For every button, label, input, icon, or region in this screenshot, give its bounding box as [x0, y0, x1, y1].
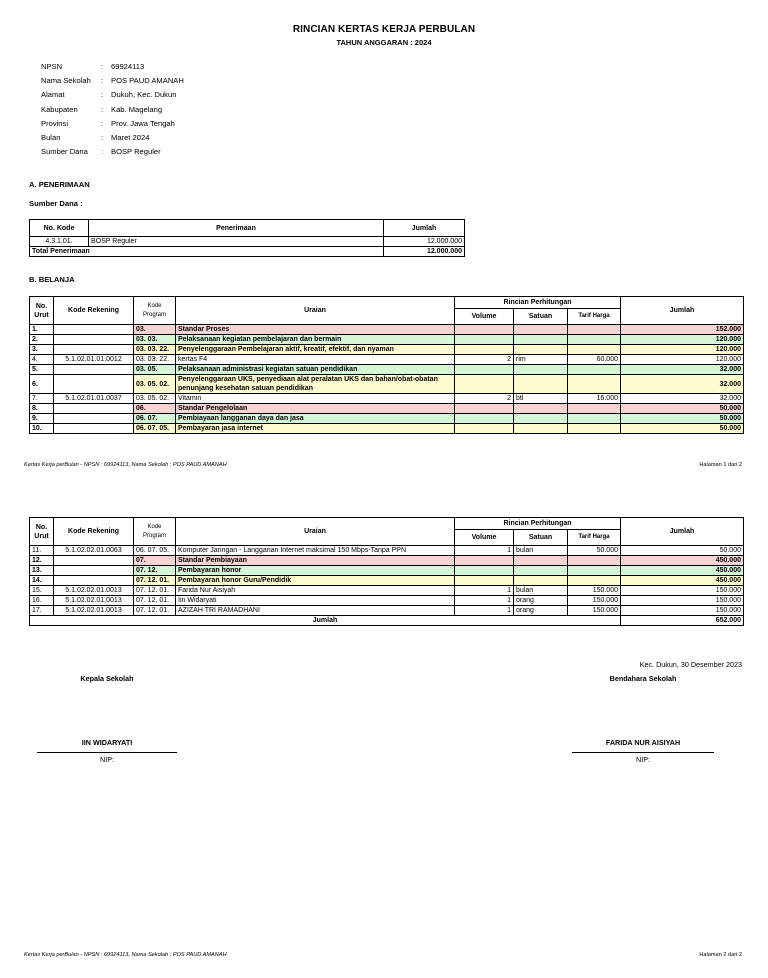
school-info — [41, 62, 184, 161]
cell-volume — [455, 414, 514, 424]
cell-tarif: 50.000 — [568, 546, 621, 556]
cell-satuan — [514, 325, 568, 335]
col-no-urut: No. Urut — [30, 297, 54, 325]
cell-jumlah: 50.000 — [621, 424, 744, 434]
col-tarif: Tarif Harga — [568, 309, 621, 325]
info-value: 69924113 — [111, 62, 145, 71]
cell-uraian: Standar Proses — [176, 325, 455, 335]
cell-satuan: bulan — [514, 546, 568, 556]
cell-no: 4. — [30, 355, 54, 365]
cell-tarif — [568, 566, 621, 576]
cell-satuan: orang — [514, 596, 568, 606]
info-value: Prov. Jawa Tengah — [111, 118, 175, 128]
cell-jumlah: 450.000 — [621, 576, 744, 586]
cell-volume — [455, 566, 514, 576]
col-jumlah: Jumlah — [384, 220, 465, 237]
cell-tarif: 150.000 — [568, 586, 621, 596]
col-no-kode: No. Kode — [30, 220, 89, 237]
cell-volume — [455, 375, 514, 394]
cell-kode: 07. 12. — [134, 566, 176, 576]
info-value: Maret 2024 — [111, 132, 150, 142]
belanja-table-page2 — [29, 517, 744, 626]
cell-satuan: orang — [514, 606, 568, 616]
cell-kode: 07. 12. 01. — [134, 606, 176, 616]
cell-tarif — [568, 335, 621, 345]
cell-jumlah: 12.000.000 — [384, 237, 465, 247]
cell-no: 2. — [30, 335, 54, 345]
cell-rekening — [54, 566, 134, 576]
cell-satuan — [514, 576, 568, 586]
cell-penerimaan: BOSP Reguler — [89, 237, 384, 247]
cell-no: 13. — [30, 566, 54, 576]
info-row — [41, 133, 184, 147]
info-value: Dukuh, Kec. Dukun — [111, 90, 177, 100]
cell-satuan — [514, 404, 568, 414]
info-value: BOSP Reguler — [111, 147, 161, 157]
table-row — [30, 355, 744, 365]
info-row — [41, 90, 184, 104]
cell-rekening: 5.1.02.02.01.0013 — [54, 596, 134, 606]
total-row — [30, 247, 465, 257]
cell-no: 16. — [30, 596, 54, 606]
cell-tarif — [568, 414, 621, 424]
cell-kode: 03. 03. 22. — [134, 345, 176, 355]
cell-rekening — [54, 576, 134, 586]
col-tarif: Tarif Harga — [568, 530, 621, 546]
table-row — [30, 335, 744, 345]
cell-kode: 06. 07. 05. — [134, 546, 176, 556]
cell-no: 5. — [30, 365, 54, 375]
cell-tarif — [568, 375, 621, 394]
cell-uraian: Penyelenggaraan Pembelajaran aktif, kreatif, efektif, dan nyaman — [176, 345, 455, 355]
cell-volume: 2 — [455, 355, 514, 365]
info-colon: : — [101, 132, 104, 142]
cell-rekening — [54, 365, 134, 375]
footer-page: Halaman 2 dari 2 — [699, 952, 742, 958]
cell-rekening: 5.1.02.02.01.0013 — [54, 586, 134, 596]
cell-uraian: Pembayaran honor — [176, 566, 455, 576]
belanja-table-page1 — [29, 296, 744, 434]
cell-jumlah: 450.000 — [621, 556, 744, 566]
cell-satuan: rim — [514, 355, 568, 365]
cell-no: 9. — [30, 414, 54, 424]
cell-rekening — [54, 375, 134, 394]
cell-uraian: Standar Pembiayaan — [176, 556, 455, 566]
info-colon: : — [101, 62, 104, 71]
cell-volume — [455, 345, 514, 355]
cell-no: 8. — [30, 404, 54, 414]
page-title: RINCIAN KERTAS KERJA PERBULAN — [292, 24, 476, 35]
info-label: Sumber Dana — [41, 147, 88, 157]
info-row — [41, 76, 184, 90]
cell-tarif — [568, 556, 621, 566]
cell-rekening — [54, 325, 134, 335]
info-colon: : — [101, 104, 104, 114]
cell-kode: 07. 12. 01. — [134, 586, 176, 596]
section-penerimaan-title: A. PENERIMAAN — [29, 180, 90, 189]
cell-kode: 03. — [134, 325, 176, 335]
cell-no: 11. — [30, 546, 54, 556]
table-row — [30, 404, 744, 414]
cell-uraian: Pembiayaan langganan daya dan jasa — [176, 414, 455, 424]
info-label: Nama Sekolah — [41, 76, 91, 86]
cell-no: 6. — [30, 375, 54, 394]
cell-satuan: bulan — [514, 586, 568, 596]
cell-rekening — [54, 414, 134, 424]
cell-rekening: 5.1.02.02.01.0063 — [54, 546, 134, 556]
cell-kode: 07. 12. 01. — [134, 576, 176, 586]
info-label: NPSN — [41, 62, 63, 71]
footer-text: Kertas Kerja perBulan - NPSN : 69924113, Nama Sekolah : POS PAUD AMANAH — [24, 462, 227, 468]
cell-tarif — [568, 404, 621, 414]
info-row — [41, 62, 184, 76]
right-signature-line — [572, 752, 714, 753]
cell-jumlah: 450.000 — [621, 566, 744, 576]
table-row — [30, 345, 744, 355]
table-row — [30, 566, 744, 576]
cell-no: 10. — [30, 424, 54, 434]
cell-tarif: 16.000 — [568, 394, 621, 404]
total-label: Total Penerimaan — [30, 247, 384, 257]
cell-tarif: 60.000 — [568, 355, 621, 365]
info-value: POS PAUD AMANAH — [111, 76, 184, 86]
cell-tarif — [568, 325, 621, 335]
cell-volume — [455, 335, 514, 345]
cell-uraian: Standar Pengelolaan — [176, 404, 455, 414]
cell-volume: 1 — [455, 546, 514, 556]
cell-kode: 03. 05. 02. — [134, 375, 176, 394]
left-nip: NIP: — [100, 755, 114, 764]
cell-uraian: Pembayaran jasa internet — [176, 424, 455, 434]
col-jumlah: Jumlah — [621, 297, 744, 325]
cell-volume: 1 — [455, 596, 514, 606]
cell-uraian: Pembayaran honor Guru/Pendidik — [176, 576, 455, 586]
info-row — [41, 105, 184, 119]
footer-page: Halaman 1 dari 2 — [699, 462, 742, 468]
cell-kode: 06. — [134, 404, 176, 414]
cell-volume — [455, 325, 514, 335]
col-volume: Volume — [455, 309, 514, 325]
cell-tarif: 150.000 — [568, 596, 621, 606]
col-kode-rekening: Kode Rekening — [54, 297, 134, 325]
col-satuan: Satuan — [514, 309, 568, 325]
info-label: Bulan — [41, 132, 61, 142]
cell-rekening: 5.1.02.01.01.0012 — [54, 355, 134, 365]
cell-satuan — [514, 335, 568, 345]
cell-kode: 4.3.1.01. — [30, 237, 89, 247]
info-row — [41, 119, 184, 133]
table-row — [30, 596, 744, 606]
col-no-urut: No. Urut — [30, 518, 54, 546]
cell-jumlah: 50.000 — [621, 414, 744, 424]
cell-kode: 03. 03. — [134, 335, 176, 345]
cell-satuan — [514, 414, 568, 424]
table-row — [30, 556, 744, 566]
cell-uraian: Pelaksanaan administrasi kegiatan satuan pendidikan — [176, 365, 455, 375]
cell-volume — [455, 424, 514, 434]
cell-satuan: btl — [514, 394, 568, 404]
cell-jumlah: 152.000 — [621, 325, 744, 335]
right-name: FARIDA NUR AISIYAH — [605, 738, 681, 747]
cell-kode: 03. 05. 02. — [134, 394, 176, 404]
info-colon: : — [101, 90, 104, 100]
cell-rekening — [54, 424, 134, 434]
cell-satuan — [514, 566, 568, 576]
cell-uraian: Pelaksanaan kegiatan pembelajaran dan bermain — [176, 335, 455, 345]
col-rincian: Rincian Perhitungan — [455, 518, 621, 530]
table-row — [30, 606, 744, 616]
cell-satuan — [514, 424, 568, 434]
cell-uraian: Komputer Jaringan - Langganan Internet maksimal 150 Mbps-Tanpa PPN — [176, 546, 455, 556]
col-penerimaan: Penerimaan — [89, 220, 384, 237]
total-row — [30, 616, 744, 626]
info-colon: : — [101, 76, 104, 86]
page-subtitle: TAHUN ANGGARAN : 2024 — [336, 38, 432, 47]
cell-satuan — [514, 345, 568, 355]
table-row — [30, 394, 744, 404]
col-kode-program: Kode Program — [134, 297, 176, 325]
table-row — [30, 414, 744, 424]
cell-no: 14. — [30, 576, 54, 586]
cell-uraian: AZIZAH TRI RAMADHANI — [176, 606, 455, 616]
cell-tarif — [568, 424, 621, 434]
left-signature-line — [37, 752, 177, 753]
total-jumlah: 12.000.000 — [384, 247, 465, 257]
cell-volume: 1 — [455, 606, 514, 616]
cell-kode: 07. — [134, 556, 176, 566]
info-label: Provinsi — [41, 118, 69, 128]
cell-rekening — [54, 335, 134, 345]
cell-uraian: Vitamin — [176, 394, 455, 404]
penerimaan-table — [29, 219, 465, 257]
table-row — [30, 365, 744, 375]
table-row — [30, 375, 744, 394]
info-colon: : — [101, 147, 104, 157]
cell-no: 1. — [30, 325, 54, 335]
col-kode-rekening: Kode Rekening — [54, 518, 134, 546]
cell-uraian: Penyelenggaraan UKS, penyediaan alat peralatan UKS dan bahan/obat-obatan penunjang kesehatan satuan pendidikan — [176, 375, 455, 394]
cell-rekening: 5.1.02.02.01.0013 — [54, 606, 134, 616]
cell-rekening — [54, 404, 134, 414]
cell-no: 7. — [30, 394, 54, 404]
cell-tarif — [568, 576, 621, 586]
cell-jumlah: 120.000 — [621, 345, 744, 355]
col-uraian: Uraian — [176, 297, 455, 325]
table-row — [30, 325, 744, 335]
col-volume: Volume — [455, 530, 514, 546]
right-role: Bendahara Sekolah — [609, 674, 677, 683]
col-jumlah: Jumlah — [621, 518, 744, 546]
left-role: Kepala Sekolah — [80, 674, 134, 683]
cell-jumlah: 150.000 — [621, 586, 744, 596]
info-row — [41, 147, 184, 161]
cell-volume — [455, 576, 514, 586]
info-value: Kab. Magelang — [111, 104, 163, 114]
cell-kode: 03. 05. — [134, 365, 176, 375]
cell-uraian: Iin Widaryati — [176, 596, 455, 606]
cell-jumlah: 50.000 — [621, 404, 744, 414]
cell-jumlah: 32.000 — [621, 394, 744, 404]
footer-text: Kertas Kerja perBulan - NPSN : 69924113, Nama Sekolah : POS PAUD AMANAH — [24, 952, 227, 958]
cell-jumlah: 32.000 — [621, 375, 744, 394]
cell-tarif — [568, 345, 621, 355]
cell-no: 3. — [30, 345, 54, 355]
info-label: Alamat — [41, 90, 65, 100]
cell-volume — [455, 365, 514, 375]
cell-rekening — [54, 345, 134, 355]
cell-no: 15. — [30, 586, 54, 596]
table-row — [30, 424, 744, 434]
cell-jumlah: 120.000 — [621, 355, 744, 365]
cell-kode: 06. 07. — [134, 414, 176, 424]
cell-uraian: kertas F4 — [176, 355, 455, 365]
cell-uraian: Farida Nur Aisiyah — [176, 586, 455, 596]
col-satuan: Satuan — [514, 530, 568, 546]
cell-tarif — [568, 365, 621, 375]
info-colon: : — [101, 118, 104, 128]
left-name: IIN WIDARYATI — [81, 738, 133, 747]
cell-rekening — [54, 556, 134, 566]
cell-jumlah: 32.000 — [621, 365, 744, 375]
place-date: Kec. Dukun, 30 Desember 2023 — [639, 660, 742, 669]
cell-kode: 07. 12. 01. — [134, 596, 176, 606]
table-row — [30, 586, 744, 596]
right-nip: NIP: — [636, 755, 650, 764]
col-uraian: Uraian — [176, 518, 455, 546]
section-belanja-title: B. BELANJA — [29, 275, 75, 284]
cell-volume: 2 — [455, 394, 514, 404]
cell-volume: 1 — [455, 586, 514, 596]
cell-satuan — [514, 375, 568, 394]
cell-volume — [455, 556, 514, 566]
col-rincian: Rincian Perhitungan — [455, 297, 621, 309]
cell-kode: 03. 03. 22. — [134, 355, 176, 365]
cell-jumlah: 50.000 — [621, 546, 744, 556]
cell-kode: 06. 07. 05. — [134, 424, 176, 434]
cell-jumlah: 150.000 — [621, 596, 744, 606]
sumber-dana-label: Sumber Dana : — [29, 199, 83, 208]
info-label: Kabupaten — [41, 104, 78, 114]
total-jumlah: 652.000 — [621, 616, 744, 626]
cell-no: 12. — [30, 556, 54, 566]
cell-tarif: 150.000 — [568, 606, 621, 616]
cell-jumlah: 150.000 — [621, 606, 744, 616]
cell-no: 17. — [30, 606, 54, 616]
total-label: Jumlah — [30, 616, 621, 626]
cell-satuan — [514, 556, 568, 566]
table-row — [30, 546, 744, 556]
cell-volume — [455, 404, 514, 414]
cell-jumlah: 120.000 — [621, 335, 744, 345]
cell-satuan — [514, 365, 568, 375]
col-kode-program: Kode Program — [134, 518, 176, 546]
cell-rekening: 5.1.02.01.01.0037 — [54, 394, 134, 404]
table-row — [30, 237, 465, 247]
table-row — [30, 576, 744, 586]
